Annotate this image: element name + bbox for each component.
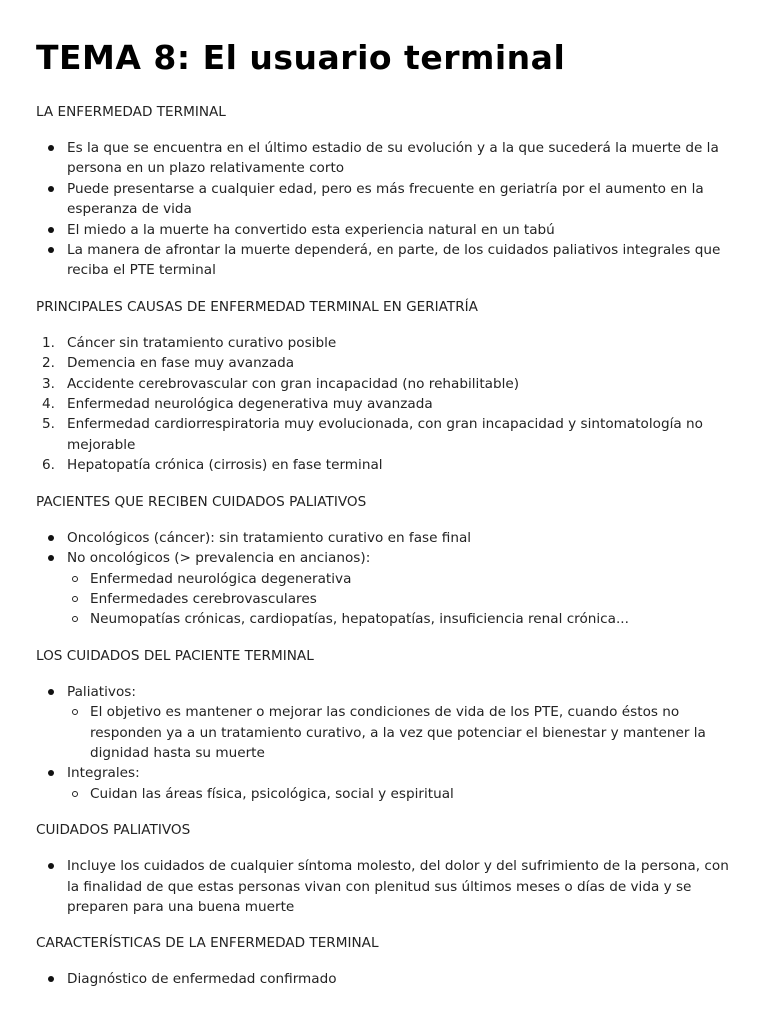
list-item: Diagnóstico de enfermedad confirmado [36,969,732,989]
sub-list [67,569,732,630]
section-heading-cuidados-paliativos: CUIDADOS PALIATIVOS [36,822,191,839]
list-enfermedad-terminal [36,138,732,281]
list-principales-causas [36,333,732,476]
list-item: El miedo a la muerte ha convertido esta experiencia natural en un tabú [36,220,732,240]
page-title: TEMA 8: El usuario terminal [36,38,566,77]
list-item: Paliativos: El objetivo es mantener o mejorar las condiciones de vida de los PTE, cuando éstos no responden ya a un tratamiento curativo, a la vez que potenciar el bienestar y mantener la dignidad hasta su muerte [36,682,732,764]
sub-list-item: Enfermedad neurológica degenerativa [67,569,732,589]
list-item: Oncológicos (cáncer): sin tratamiento curativo en fase final [36,528,732,548]
list-item: Accidente cerebrovascular con gran incapacidad (no rehabilitable) [67,375,520,392]
list-pacientes-paliativos [36,528,732,630]
sub-list [67,702,732,763]
list-cuidados-paciente-terminal [36,682,732,804]
list-item: Incluye los cuidados de cualquier síntoma molesto, del dolor y del sufrimiento de la persona, con la finalidad de que estas personas vivan con plenitud sus últimos meses o días de vida y se preparen para una buena muerte [36,856,732,917]
list-caracteristicas [36,969,732,989]
list-item: La manera de afrontar la muerte dependerá, en parte, de los cuidados paliativos integrales que reciba el PTE terminal [36,240,732,281]
section-heading-cuidados-paciente-terminal: LOS CUIDADOS DEL PACIENTE TERMINAL [36,647,314,664]
section-heading-enfermedad-terminal: LA ENFERMEDAD TERMINAL [36,104,226,120]
section-heading-principales-causas: PRINCIPALES CAUSAS DE ENFERMEDAD TERMINAL EN GERIATRÍA [36,298,478,315]
section-heading-pacientes-paliativos: PACIENTES QUE RECIBEN CUIDADOS PALIATIVOS [36,493,367,510]
list-item: Integrales: Cuidan las áreas física, psicológica, social y espiritual [36,763,732,804]
list-item: Cáncer sin tratamiento curativo posible [67,334,337,351]
list-item: Enfermedad cardiorrespiratoria muy evolucionada, con gran incapacidad y sintomatología no mejorable [67,416,703,453]
list-item: Hepatopatía crónica (cirrosis) en fase terminal [67,457,383,474]
list-cuidados-paliativos [36,856,732,917]
list-item: Es la que se encuentra en el último estadio de su evolución y a la que sucederá la muerte de la persona en un plazo relativamente corto [36,138,732,179]
section-heading-caracteristicas: CARACTERÍSTICAS DE LA ENFERMEDAD TERMINAL [36,935,379,952]
list-item: Demencia en fase muy avanzada [67,355,295,372]
list-item: Enfermedad neurológica degenerativa muy avanzada [67,396,433,413]
list-item: No oncológicos (> prevalencia en ancianos): Enfermedad neurológica degenerativa Enfermedades cerebrovasculares Neumopatías crónicas, cardiopatías, hepatopatías, insuficiencia renal crónica... [36,548,732,630]
list-item: Puede presentarse a cualquier edad, pero es más frecuente en geriatría por el aumento en la esperanza de vida [36,179,732,220]
sub-list-item: El objetivo es mantener o mejorar las condiciones de vida de los PTE, cuando éstos no responden ya a un tratamiento curativo, a la vez que potenciar el bienestar y mantener la dignidad hasta su muerte [67,702,732,763]
sub-list [67,784,732,804]
sub-list-item: Enfermedades cerebrovasculares [67,589,732,609]
sub-list-item: Neumopatías crónicas, cardiopatías, hepatopatías, insuficiencia renal crónica... [67,609,732,629]
sub-list-item: Cuidan las áreas física, psicológica, social y espiritual [67,784,732,804]
